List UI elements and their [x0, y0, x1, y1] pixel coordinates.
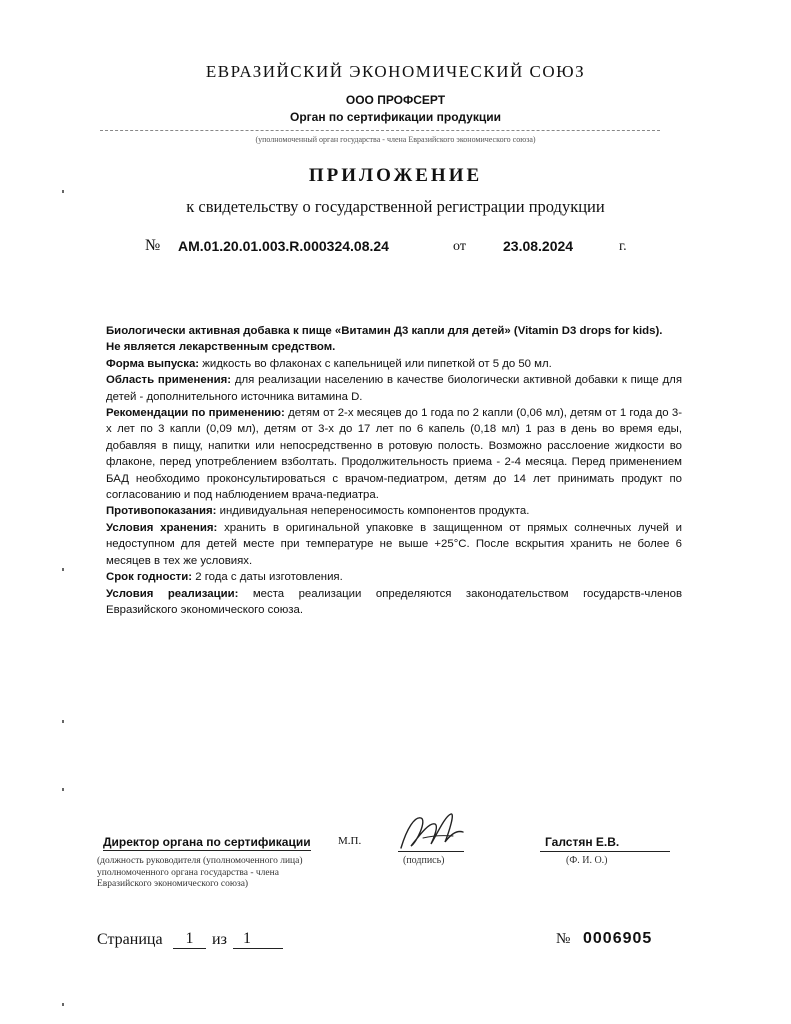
form-section — [106, 356, 682, 372]
organization-underline — [100, 130, 660, 131]
serial-number-sign: № — [556, 931, 571, 947]
form-text: жидкость во флаконах с капельницей или пипеткой от 5 до 50 мл. — [202, 357, 552, 370]
number-sign: № — [145, 237, 161, 254]
recommendations-section — [106, 405, 682, 503]
contraindications-text: индивидуальная непереносимость компонентов продукта. — [219, 505, 530, 518]
year-suffix: г. — [619, 239, 627, 254]
fio-caption: (Ф. И. О.) — [566, 855, 608, 866]
sale-section — [106, 586, 682, 619]
contraindications-section — [106, 503, 682, 519]
signature-caption: (подпись) — [403, 855, 445, 866]
contraindications-label: Противопоказания: — [106, 505, 217, 518]
page-of-label: из — [212, 931, 227, 948]
serial-number: 0006905 — [583, 930, 653, 947]
storage-section — [106, 520, 682, 569]
page-label: Страница — [97, 931, 163, 948]
shelf-life-text: 2 года с даты изготовления. — [195, 571, 343, 584]
sale-text: места реализации определяются законодательством государств-членов Евразийского экономического союза. — [106, 587, 683, 616]
scan-speck — [62, 568, 64, 571]
recommendations-text: детям от 2-х месяцев до 1 года по 2 капли (0,06 мл), детям от 1 года до 3-х лет по 3 капли (0,09 мл), детям от 3-х до 17 лет по 6 капель (0,18 мл) 1 раз в день во время еды, добавляя в пищу, напитки или непосредственно в ротовую полость. Возможно расслоение жидкости во флаконе, перед употреблением взболтать. Продолжительность приема - 2-4 месяца. Перед применением БАД необходимо проконсультироваться с врачом-педиатром, детям до 14 лет принимать продукт по согласованию и под наблюдением врача-педиатра. — [106, 407, 683, 502]
director-caption: (должность руководителя (уполномоченного лица) уполномоченного органа государства - члена Евразийского экономического союза) — [97, 856, 303, 890]
organization-role: Орган по сертификации продукции — [290, 110, 501, 124]
director-title: Директор органа по сертификации — [103, 835, 311, 849]
sale-label: Условия реализации: — [106, 587, 239, 600]
shelf-life-label: Срок годности: — [106, 571, 193, 584]
application-section — [106, 372, 682, 405]
not-medicine-note: Не является лекарственным средством. — [106, 341, 336, 354]
application-label: Область применения: — [106, 374, 232, 387]
handwritten-signature — [393, 808, 473, 858]
organization-name: ООО ПРОФСЕРТ — [345, 93, 446, 107]
registration-number: AM.01.20.01.003.R.000324.08.24 — [178, 238, 389, 254]
document-subtitle: к свидетельству о государственной регистрации продукции — [186, 197, 605, 216]
registration-date: 23.08.2024 — [503, 238, 574, 254]
date-preposition: от — [453, 239, 466, 254]
scan-speck — [62, 1003, 64, 1006]
application-text: для реализации населению в качестве биологически активной добавки к пище для детей - дополнительного источника витамина D. — [106, 374, 682, 403]
form-label: Форма выпуска: — [106, 357, 200, 370]
storage-text: хранить в оригинальной упаковке в защищенном от прямых солнечных лучей и недоступном для детей месте при температуре не выше +25°С. После вскрытия хранить не более 6 месяцев в тех же условиях. — [106, 521, 683, 567]
scan-speck — [62, 190, 64, 193]
signer-name: Галстян Е.В. — [545, 835, 620, 849]
page-total: 1 — [233, 930, 283, 949]
scan-speck — [62, 788, 64, 791]
storage-label: Условия хранения: — [106, 521, 218, 534]
signer-underline — [540, 851, 670, 852]
seal-place-label: М.П. — [338, 835, 362, 847]
recommendations-label: Рекомендации по применению: — [106, 407, 285, 420]
document-body — [106, 323, 682, 618]
product-name: Биологически активная добавка к пище «Витамин Д3 капли для детей» (Vitamin D3 drops for kids). — [106, 325, 663, 337]
page-number: 1 — [173, 930, 206, 949]
scan-speck — [62, 720, 64, 723]
organization-caption: (уполномоченный орган государства - члена Евразийского экономического союза) — [255, 135, 536, 144]
shelf-life-section — [106, 569, 682, 585]
union-heading: ЕВРАЗИЙСКИЙ ЭКОНОМИЧЕСКИЙ СОЮЗ — [205, 62, 586, 81]
document-title: ПРИЛОЖЕНИЕ — [308, 165, 483, 186]
